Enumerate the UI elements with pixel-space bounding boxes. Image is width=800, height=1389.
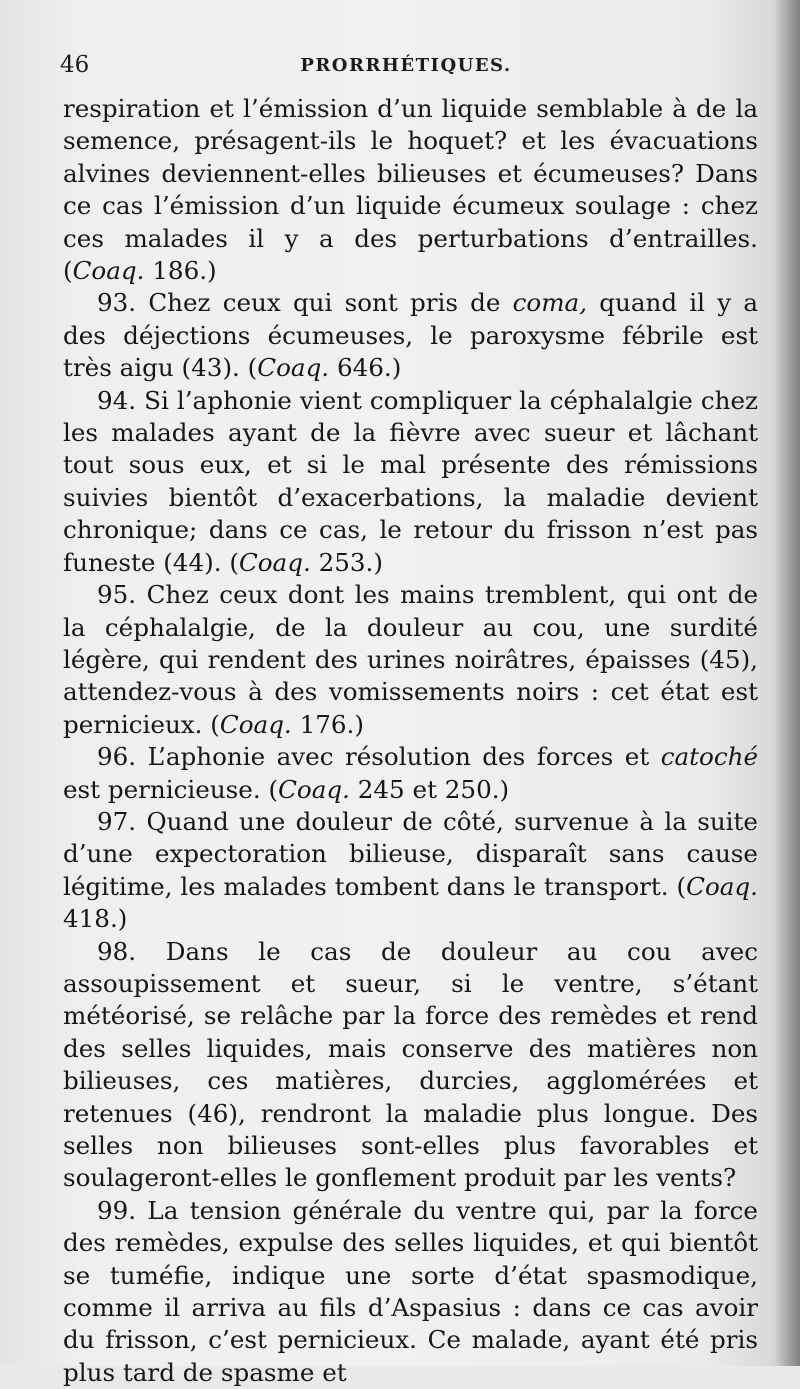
paragraph-text: 99. La tension générale du ventre qui, par la force des remèdes, expulse des selles liquides, et qui bientôt se tuméfie, indique une sorte d’état spasmodique, comme il arriva au fils d’Aspasius : dans ce cas avoir du frisson, c’est pernicieux. Ce malade, ayant été pris plus tard de spasme et xyxy=(63,1195,758,1387)
citation-number: 245 et 250.) xyxy=(349,774,510,804)
aphorism-95 xyxy=(63,579,758,741)
aphorism-93 xyxy=(63,287,758,384)
citation-number: 418.) xyxy=(63,904,128,934)
paragraph-text: 95. Chez ceux dont les mains tremblent, qui ont de la céphalalgie, de la douleur au cou, une surdité légère, qui rendent des urines noirâtres, épaisses (45), attendez-vous à des vomissements noirs : cet état est pernicieux. ( xyxy=(63,580,758,739)
aphorism-94 xyxy=(63,385,758,579)
citation-number: 646.) xyxy=(329,353,402,383)
citation-number: 186.) xyxy=(144,256,217,286)
paragraph-text: 98. Dans le cas de douleur au cou avec assoupissement et sueur, si le ventre, s’étant météorisé, se relâche par la force des remèdes et rend des selles liquides, mais conserve des matières non bilieuses, ces matières, durcies, agglomérées et retenues (46), rendront la maladie plus longue. Des selles non bilieuses sont-elles plus favorables et soulageront-elles le gonflement produit par les vents? xyxy=(63,936,758,1193)
citation-abbrev: Coaq. xyxy=(257,353,330,383)
aphorism-97 xyxy=(63,806,758,936)
citation-abbrev: Coaq. xyxy=(72,256,145,286)
paragraph-text: est pernicieuse. ( xyxy=(63,774,279,804)
page-header xyxy=(60,52,752,82)
aphorism-98 xyxy=(63,936,758,1195)
citation-abbrev: Coaq. xyxy=(219,709,292,739)
aphorism-99 xyxy=(63,1195,758,1389)
italic-term: coma, xyxy=(512,288,588,318)
paragraph-text: quand il y a des déjections écumeuses, le paroxysme fébrile est très aigu (43). ( xyxy=(63,288,758,383)
paragraph-text: 93. Chez ceux qui sont pris de xyxy=(97,288,513,318)
citation-number: 253.) xyxy=(310,547,383,577)
citation-abbrev: Coaq. xyxy=(238,547,311,577)
body-text xyxy=(63,93,758,1389)
page-number: 46 xyxy=(60,52,90,78)
spine-shadow xyxy=(774,0,800,1366)
aphorism-96 xyxy=(63,741,758,806)
citation-number: 176.) xyxy=(291,709,364,739)
running-title: PRORRHÉTIQUES. xyxy=(300,55,512,76)
italic-term: catoché xyxy=(660,742,758,772)
citation-abbrev: Coaq. xyxy=(686,871,758,901)
paragraph-continuation xyxy=(63,93,758,287)
paragraph-text: 97. Quand une douleur de côté, survenue à la suite d’une expectoration bilieuse, disparaît sans cause légitime, les malades tombent dans le transport. ( xyxy=(63,806,758,901)
paragraph-text: 94. Si l’aphonie vient compliquer la céphalalgie chez les malades ayant de la fièvre avec sueur et lâchant tout sous eux, et si le mal présente des rémissions suivies bientôt d’exacerbations, la maladie devient chronique; dans ce cas, le retour du frisson n’est pas funeste (44). ( xyxy=(63,385,758,577)
citation-abbrev: Coaq. xyxy=(278,774,350,804)
paragraph-text: 96. L’aphonie avec résolution des forces et xyxy=(97,742,661,772)
paragraph-text: respiration et l’émission d’un liquide semblable à de la semence, présagent-ils le hoquet? et les évacuations alvines deviennent-elles bilieuses et écumeuses? Dans ce cas l’émission d’un liquide écumeux soulage : chez ces malades il y a des perturbations d’entrailles. ( xyxy=(63,94,758,286)
